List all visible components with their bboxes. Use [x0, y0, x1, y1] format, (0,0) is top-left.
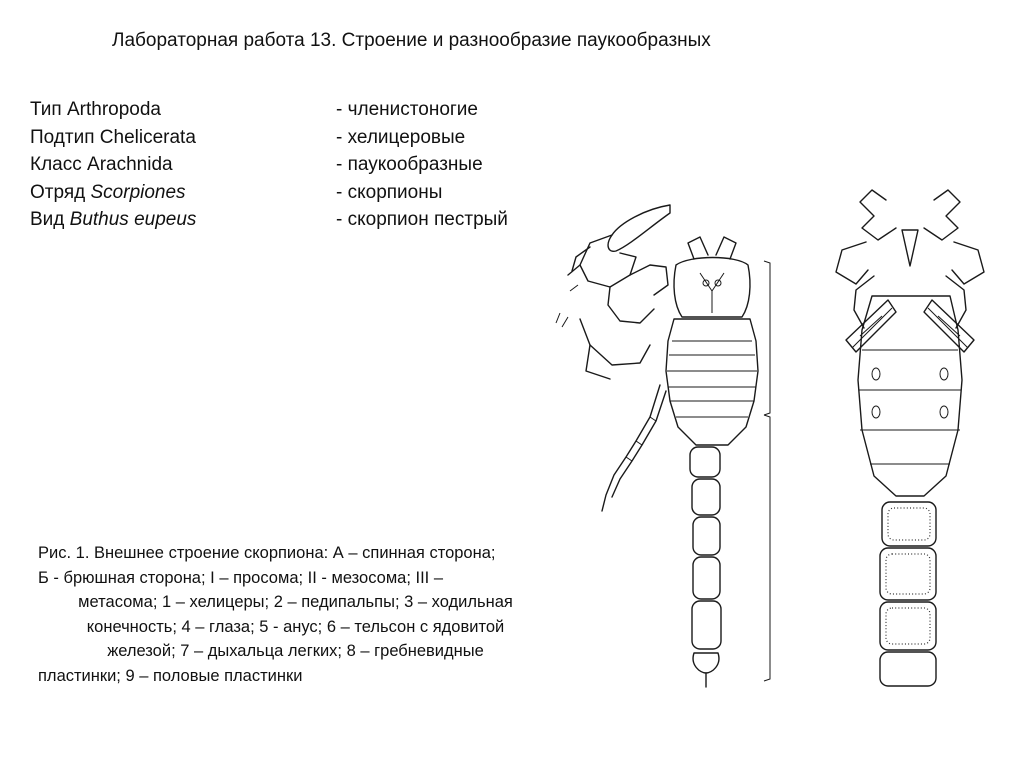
telson: [693, 653, 719, 687]
mesosoma: [666, 319, 758, 445]
russian-name: - хелицеровые: [336, 126, 466, 148]
latin-name: Scorpiones: [90, 181, 186, 203]
body-region-brackets: [764, 261, 770, 681]
russian-name: - скорпион пестрый: [336, 209, 508, 230]
rank-label: Класс: [30, 154, 82, 175]
latin-name: Buthus eupeus: [69, 209, 197, 230]
rank-label: Тип: [30, 99, 62, 120]
caption-line: Рис. 1. Внешнее строение скорпиона: А – спинная сторона;: [38, 544, 496, 562]
page-title: Лабораторная работа 13. Строение и разнообразие паукообразных: [112, 30, 711, 51]
chelicerae: [688, 237, 736, 259]
figure-caption: [38, 541, 553, 688]
prosoma: [674, 258, 750, 318]
rank-label: Отряд: [30, 181, 86, 203]
caption-line: железой; 7 – дыхальца легких; 8 – гребневидные: [107, 642, 484, 660]
caption-line: пластинки; 9 – половые пластинки: [38, 666, 303, 685]
scorpion-ventral-illustration: [826, 180, 996, 690]
pedipalp-arm: [580, 319, 650, 379]
rank-label: Подтип: [30, 126, 95, 148]
pectines: [846, 300, 974, 352]
walking-leg: [602, 385, 666, 511]
pedipalp-claw: [556, 205, 670, 327]
russian-name: - скорпионы: [336, 181, 443, 203]
caption-line: Б - брюшная сторона; I – просома; II - мезосома; III –: [38, 568, 444, 587]
rank-label: Вид: [30, 209, 65, 230]
appendages: [836, 190, 984, 328]
caption-line: конечность; 4 – глаза; 5 - анус; 6 – тельсон с ядовитой: [86, 617, 505, 636]
caption-line: метасома; 1 – хелицеры; 2 – педипальпы; 3 – ходильная: [78, 593, 513, 611]
scorpion-dorsal-illustration: [550, 195, 780, 690]
latin-name: Arthropoda: [66, 99, 161, 120]
russian-name: - паукообразные: [336, 154, 483, 175]
latin-name: Chelicerata: [99, 126, 196, 148]
metasoma: [690, 447, 721, 649]
ventral-metasoma: [880, 502, 936, 686]
latin-name: Arachnida: [87, 154, 173, 175]
russian-name: - членистоногие: [336, 99, 478, 120]
